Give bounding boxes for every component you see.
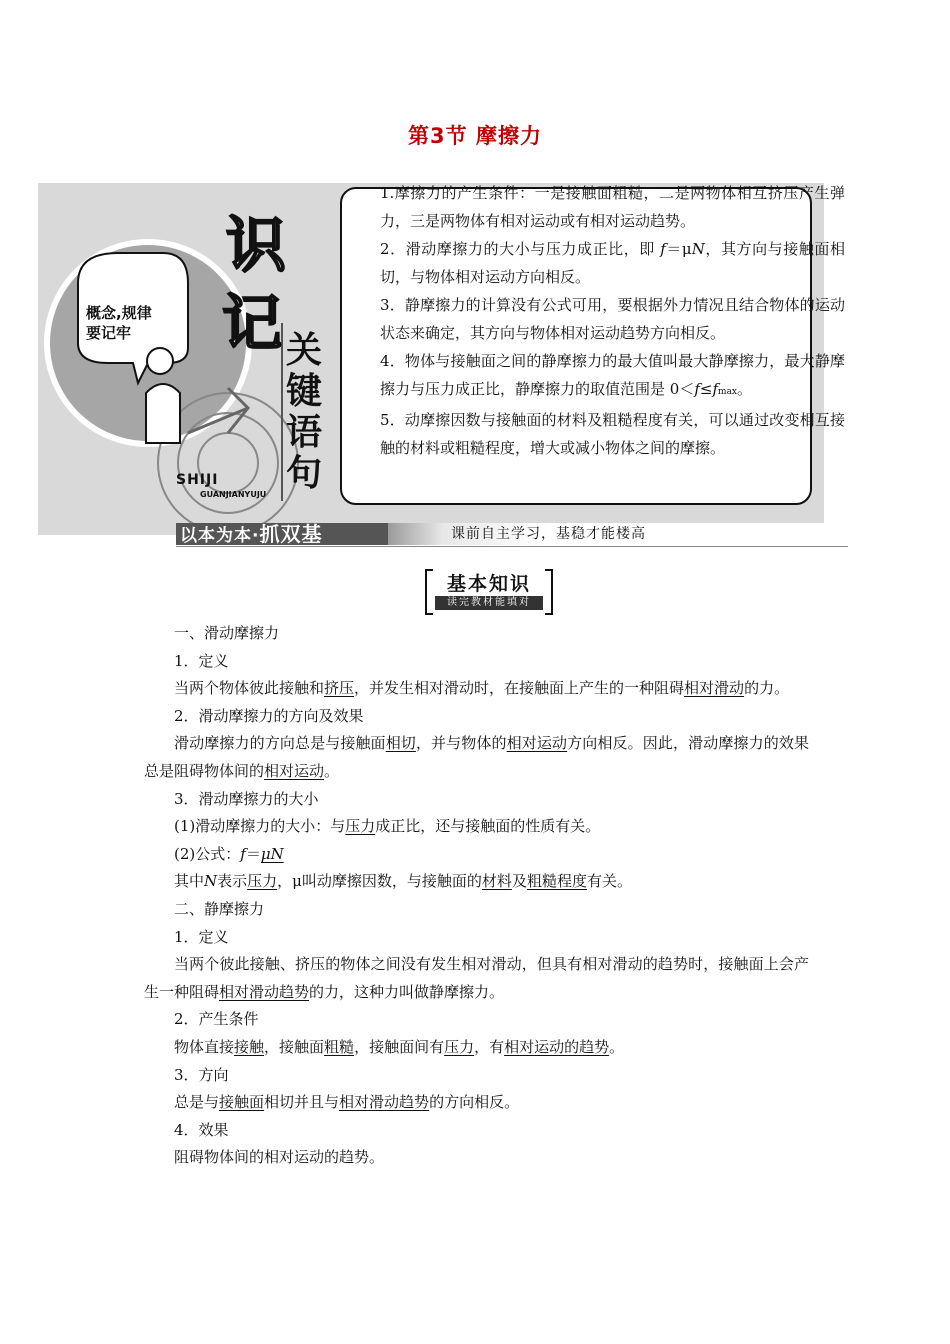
key-points-text bbox=[380, 179, 845, 462]
subheading: 1．定义 bbox=[174, 927, 229, 946]
banner-rule bbox=[176, 546, 848, 547]
person-head bbox=[147, 348, 173, 374]
logo-main: SHIJI bbox=[176, 472, 219, 488]
subheading: 3．方向 bbox=[174, 1065, 229, 1084]
subheading: 4．效果 bbox=[174, 1120, 229, 1139]
person-body bbox=[146, 384, 180, 443]
paragraph: 物体直接接触，接触面粗糙，接触面间有压力，有相对运动的趋势。 bbox=[174, 1037, 625, 1056]
paragraph: 其中N表示压力，μ叫动摩擦因数，与接触面的材料及粗糙程度有关。 bbox=[174, 872, 632, 891]
logo-sub: GUANJIANYUJU bbox=[200, 490, 267, 499]
small-char: 语 bbox=[286, 412, 323, 453]
big-char: 记 bbox=[222, 289, 282, 359]
key-point: 5．动摩擦因数与接触面的材料及粗糙程度有关，可以通过改变相互接触的材料或粗糙程度，增大或减小物体之间的摩擦。 bbox=[380, 411, 845, 457]
paragraph: 当两个彼此接触、挤压的物体之间没有发生相对滑动，但具有相对滑动的趋势时，接触面上会产生一种阻碍相对滑动趋势的力，这种力叫做静摩擦力。 bbox=[144, 955, 809, 1001]
paragraph: 阻碍物体间的相对运动的趋势。 bbox=[174, 1148, 385, 1167]
key-point: 3．静摩擦力的计算没有公式可用，要根据外力情况且结合物体的运动状态来确定，其方向与物体相对运动趋势方向相反。 bbox=[380, 296, 845, 342]
subheading: 3．滑动摩擦力的大小 bbox=[174, 789, 319, 808]
key-sentences-panel bbox=[38, 183, 845, 535]
small-char: 句 bbox=[286, 453, 323, 494]
banner-label: 以本为本·抓双基 bbox=[176, 523, 388, 545]
paragraph: 滑动摩擦力的方向总是与接触面相切，并与物体的相对运动方向相反。因此，滑动摩擦力的效果总是阻碍物体间的相对运动。 bbox=[144, 734, 809, 780]
paragraph: 总是与接触面相切并且与相对滑动趋势的方向相反。 bbox=[174, 1093, 520, 1112]
section-label bbox=[425, 569, 553, 613]
section-banner bbox=[176, 520, 848, 548]
key-point: 1.摩擦力的产生条件：一是接触面粗糙，二是两物体相互挤压产生弹力，三是两物体有相对运动或有相对运动趋势。 bbox=[380, 184, 845, 230]
bubble-text: 概念,规律要记牢 bbox=[86, 304, 152, 342]
paragraph: 当两个物体彼此接触和挤压，并发生相对滑动时，在接触面上产生的一种阻碍相对滑动的力。 bbox=[174, 679, 790, 698]
small-char: 关 bbox=[286, 330, 323, 371]
subheading: 1．定义 bbox=[174, 651, 229, 670]
section-subtitle: 读完教材能填对 bbox=[435, 596, 543, 610]
heading: 一、滑动摩擦力 bbox=[174, 624, 280, 642]
section-title: 基本知识 bbox=[446, 573, 531, 595]
formula: (2)公式：f＝μN bbox=[174, 844, 284, 863]
main-content bbox=[144, 620, 809, 1172]
heading: 二、静摩擦力 bbox=[174, 899, 265, 918]
subheading: 2．产生条件 bbox=[174, 1010, 259, 1029]
key-point: 2．滑动摩擦力的大小与压力成正比，即 f＝μN，其方向与接触面相切，与物体相对运动方向相反。 bbox=[380, 240, 845, 286]
big-char: 识 bbox=[226, 211, 286, 281]
paragraph: (1)滑动摩擦力的大小：与压力成正比，还与接触面的性质有关。 bbox=[174, 817, 601, 836]
key-point: 4．物体与接触面之间的静摩擦力的最大值叫最大静摩擦力，最大静摩擦力与压力成正比，静摩擦力的取值范围是 0＜f≤fmax。 bbox=[380, 352, 845, 398]
small-char: 键 bbox=[286, 371, 323, 412]
subheading: 2．滑动摩擦力的方向及效果 bbox=[174, 706, 364, 725]
page-title: 第3节 摩擦力 bbox=[408, 124, 542, 148]
banner-subtitle: 课前自主学习，基稳才能楼高 bbox=[451, 526, 646, 542]
